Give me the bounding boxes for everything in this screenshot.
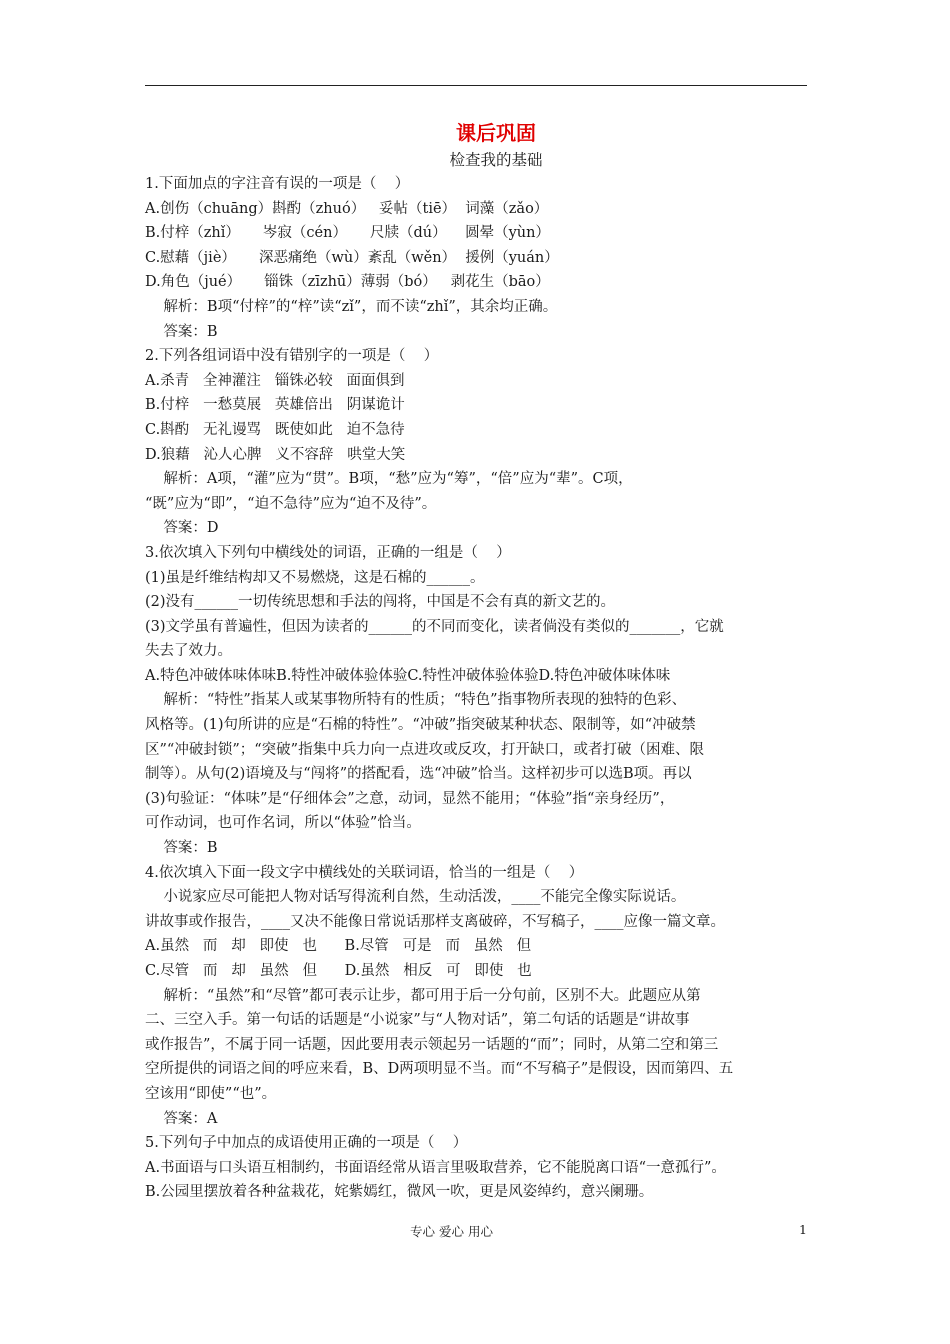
page-title: 课后巩固 — [456, 121, 536, 145]
text-line: 风格等。(1)句所讲的应是“石棉的特性”。“冲破”指突破某种状态、限制等，如“冲破禁 — [145, 717, 696, 734]
text-line: C.斟酌 无礼谩骂 既使如此 迫不急待 — [145, 421, 405, 438]
text-line: 解析：B项“付梓”的“梓”读“zǐ”，而不读“zhǐ”，其余均正确。 — [145, 298, 558, 315]
text-line: “既”应为“即”，“迫不急待”应为“迫不及待”。 — [145, 495, 437, 512]
text-line: 可作动词，也可作名词，所以“体验”恰当。 — [145, 815, 421, 832]
text-line: 1.下面加点的字注音有误的一项是（ ） — [145, 176, 410, 192]
text-line: 3.依次填入下列句中横线处的词语，正确的一组是（ ） — [145, 544, 511, 561]
document-body — [145, 118, 807, 1205]
text-line: 讲故事或作报告，____又决不能像日常说话那样支离破碎，不写稿子，____应像一篇文章。 — [145, 913, 725, 930]
text-line: D.狼藉 沁人心脾 义不容辞 哄堂大笑 — [145, 446, 406, 463]
text-line: (3)句验证：“体味”是“仔细体会”之意，动词，显然不能用；“体验”指“亲身经历”， — [145, 790, 675, 807]
text-line: B.付梓 一愁莫展 英雄倍出 阴谋诡计 — [145, 397, 405, 414]
footer-motto: 专心 爱心 用心 — [410, 1224, 493, 1239]
page-subtitle: 检查我的基础 — [449, 151, 543, 169]
text-line: 空所提供的词语之间的呼应来看，B、D两项明显不当。而“不写稿子”是假设，因而第四、五 — [145, 1061, 734, 1078]
text-line: 答案：B — [145, 323, 218, 340]
text-line: A.创伤（chuāng）斟酌（zhuó） 妥帖（tiē） 词藻（zǎo） — [145, 200, 549, 217]
text-line: C.尽管 而 却 虽然 但 D.虽然 相反 可 即使 也 — [145, 963, 532, 979]
text-line: 区”“冲破封锁”；“突破”指集中兵力向一点进攻或反攻，打开缺口，或者打破（困难、限 — [145, 741, 705, 758]
text-line: 解析：A项，“灌”应为“贯”。B项，“愁”应为“筹”，“倍”应为“辈”。C项， — [145, 471, 633, 488]
text-line: 解析：“虽然”和“尽管”都可表示让步，都可用于后一分句前，区别不大。此题应从第 — [145, 987, 701, 1004]
text-line: 或作报告”，不属于同一话题，因此要用表示领起另一话题的“而”；同时，从第二空和第三 — [145, 1036, 719, 1053]
text-line: (1)虽是纤维结构却又不易燃烧，这是石棉的______。 — [145, 569, 485, 586]
text-line: 二、三空入手。第一句话的话题是“小说家”与“人物对话”，第二句话的话题是“讲故事 — [145, 1012, 690, 1029]
text-line: B.公园里摆放着各种盆栽花，姹紫嫣红，微风一吹，更是风姿绰约，意兴阑珊。 — [145, 1184, 654, 1201]
text-line: 答案：B — [145, 840, 218, 857]
text-line: 4.依次填入下面一段文字中横线处的关联词语，恰当的一组是（ ） — [145, 864, 584, 881]
text-line: D.角色（jué） 锱铢（zīzhū）薄弱（bó） 剥花生（bāo） — [145, 274, 550, 291]
text-line: A.虽然 而 却 即使 也 B.尽管 可是 而 虽然 但 — [145, 938, 532, 955]
text-line: 解析：“特性”指某人或某事物所特有的性质；“特色”指事物所表现的独特的色彩、 — [145, 692, 687, 709]
text-line: 小说家应尽可能把人物对话写得流利自然，生动活泼，____不能完全像实际说话。 — [145, 889, 686, 906]
text-line: 2.下列各组词语中没有错别字的一项是（ ） — [145, 348, 439, 365]
text-line: A.书面语与口头语互相制约，书面语经常从语言里吸取营养，它不能脱离口语“一意孤行”。 — [145, 1159, 726, 1176]
page-number: 1 — [799, 1222, 807, 1237]
text-line: 空该用“即使”“也”。 — [145, 1085, 277, 1102]
text-line: 答案：D — [145, 520, 219, 537]
header-rule — [145, 85, 807, 86]
text-line: 制等）。从句(2)语境及与“闯将”的搭配看，选“冲破”恰当。这样初步可以选B项。再以 — [145, 766, 692, 783]
text-line: (3)文学虽有普遍性，但因为读者的______的不同而变化，读者倘没有类似的_______，它就 — [145, 618, 724, 635]
text-line: (2)没有______一切传统思想和手法的闯将，中国是不会有真的新文艺的。 — [145, 594, 616, 611]
text-line: 5.下列句子中加点的成语使用正确的一项是（ ） — [145, 1135, 468, 1152]
text-line: A.杀青 全神灌注 锱铢必较 面面俱到 — [145, 372, 405, 389]
text-lines — [145, 172, 807, 1205]
text-line: C.慰藉（jiè） 深恶痛绝（wù）紊乱（wěn） 援例（yuán） — [145, 249, 559, 266]
text-line: 失去了效力。 — [145, 643, 232, 660]
text-line: 答案：A — [145, 1110, 218, 1127]
text-line: B.付梓（zhǐ） 岑寂（cén） 尺牍（dú） 圆晕（yùn） — [145, 225, 550, 242]
text-line: A.特色冲破体味体味B.特性冲破体验体验C.特性冲破体验体验D.特色冲破体味体味 — [145, 667, 671, 684]
